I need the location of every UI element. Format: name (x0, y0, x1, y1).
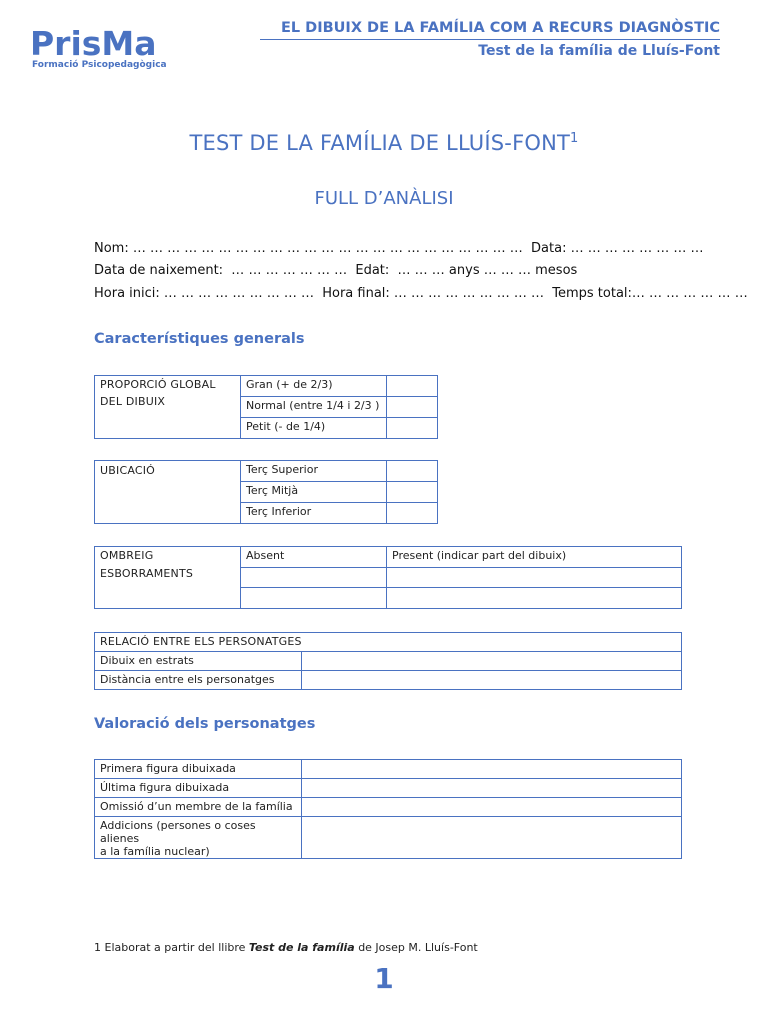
ombreig-label-line2: ESBORRAMENTS (100, 567, 194, 580)
valoracio-row-label: Omissió d’un membre de la família (95, 798, 302, 817)
footnote-text-pre: Elaborat a partir del llibre (104, 941, 246, 954)
table-relacio (94, 632, 682, 690)
relacio-answer-cell[interactable] (302, 652, 682, 671)
valoracio-last-line1: Addicions (persones o coses alienes (100, 819, 256, 845)
ubicacio-option: Terç Superior (241, 461, 387, 482)
ubicacio-label: UBICACIÓ (95, 461, 241, 524)
ombreig-present-cell[interactable] (387, 568, 682, 588)
ombreig-col-present: Present (indicar part del dibuix) (387, 547, 682, 568)
page-number: 1 (374, 962, 394, 995)
section-heading-characters: Valoració dels personatges (94, 716, 316, 732)
ubicacio-check-cell[interactable] (387, 482, 438, 503)
footnote-number: 1 (94, 941, 101, 954)
proporcio-label (95, 376, 241, 439)
ombreig-col-absent: Absent (241, 547, 387, 568)
ubicacio-check-cell[interactable] (387, 503, 438, 524)
valoracio-answer-cell[interactable] (302, 798, 682, 817)
section-heading-general: Característiques generals (94, 331, 305, 347)
ombreig-absent-cell[interactable] (241, 588, 387, 609)
page-subtitle: FULL D’ANÀLISI (314, 188, 454, 209)
proporcio-option: Petit (- de 1/4) (241, 418, 387, 439)
ombreig-label-line1: OMBREIG (100, 549, 154, 562)
valoracio-row-label (95, 817, 302, 859)
ubicacio-option: Terç Inferior (241, 503, 387, 524)
relacio-header: RELACIÓ ENTRE ELS PERSONATGES (95, 633, 682, 652)
ombreig-present-cell[interactable] (387, 588, 682, 609)
field-line-times: Hora inici: … … … … … … … … … Hora final: … … … … … … … … … Temps total:… … … … … … … (94, 286, 748, 301)
running-header (260, 20, 720, 59)
field-line-name-date: Nom: … … … … … … … … … … … … … … … … … … … … … … … Data: … … … … … … … … (94, 241, 704, 256)
proporcio-label-line2: DEL DIBUIX (100, 395, 166, 408)
proporcio-check-cell[interactable] (387, 418, 438, 439)
prisma-logo (30, 26, 170, 78)
ombreig-label (95, 547, 241, 609)
footnote-text-post: de Josep M. Lluís-Font (358, 941, 478, 954)
footnote-book-title: Test de la família (248, 941, 355, 954)
table-ubicacio (94, 460, 438, 524)
footnote (94, 941, 478, 954)
proporcio-check-cell[interactable] (387, 376, 438, 397)
relacio-row-label: Dibuix en estrats (95, 652, 302, 671)
valoracio-answer-cell[interactable] (302, 779, 682, 798)
logo-tagline: Formació Psicopedagògica (32, 60, 167, 70)
valoracio-row-label: Primera figura dibuixada (95, 760, 302, 779)
header-line2: Test de la família de Lluís-Font (478, 43, 720, 59)
proporcio-option: Gran (+ de 2/3) (241, 376, 387, 397)
relacio-row-label: Distància entre els personatges (95, 671, 302, 690)
logo-brand: PrisMa (30, 24, 157, 63)
header-line1: EL DIBUIX DE LA FAMÍLIA COM A RECURS DIAGNÒSTIC (260, 20, 720, 40)
ombreig-absent-cell[interactable] (241, 568, 387, 588)
proporcio-label-line1: PROPORCIÓ GLOBAL (100, 378, 216, 391)
page-title (0, 131, 768, 155)
table-proporcio (94, 375, 438, 439)
table-ombreig (94, 546, 682, 609)
valoracio-answer-cell[interactable] (302, 760, 682, 779)
title-footnote-mark: 1 (570, 131, 579, 146)
table-valoracio (94, 759, 682, 859)
valoracio-answer-cell[interactable] (302, 817, 682, 859)
proporcio-option: Normal (entre 1/4 i 2/3 ) (241, 397, 387, 418)
relacio-answer-cell[interactable] (302, 671, 682, 690)
field-line-birth-age: Data de naixement: … … … … … … … Edat: … … … anys … … … mesos (94, 263, 578, 278)
ubicacio-check-cell[interactable] (387, 461, 438, 482)
ubicacio-option: Terç Mitjà (241, 482, 387, 503)
proporcio-check-cell[interactable] (387, 397, 438, 418)
title-text: TEST DE LA FAMÍLIA DE LLUÍS-FONT (189, 131, 571, 155)
valoracio-last-line2: a la família nuclear) (100, 845, 210, 858)
valoracio-row-label: Última figura dibuixada (95, 779, 302, 798)
